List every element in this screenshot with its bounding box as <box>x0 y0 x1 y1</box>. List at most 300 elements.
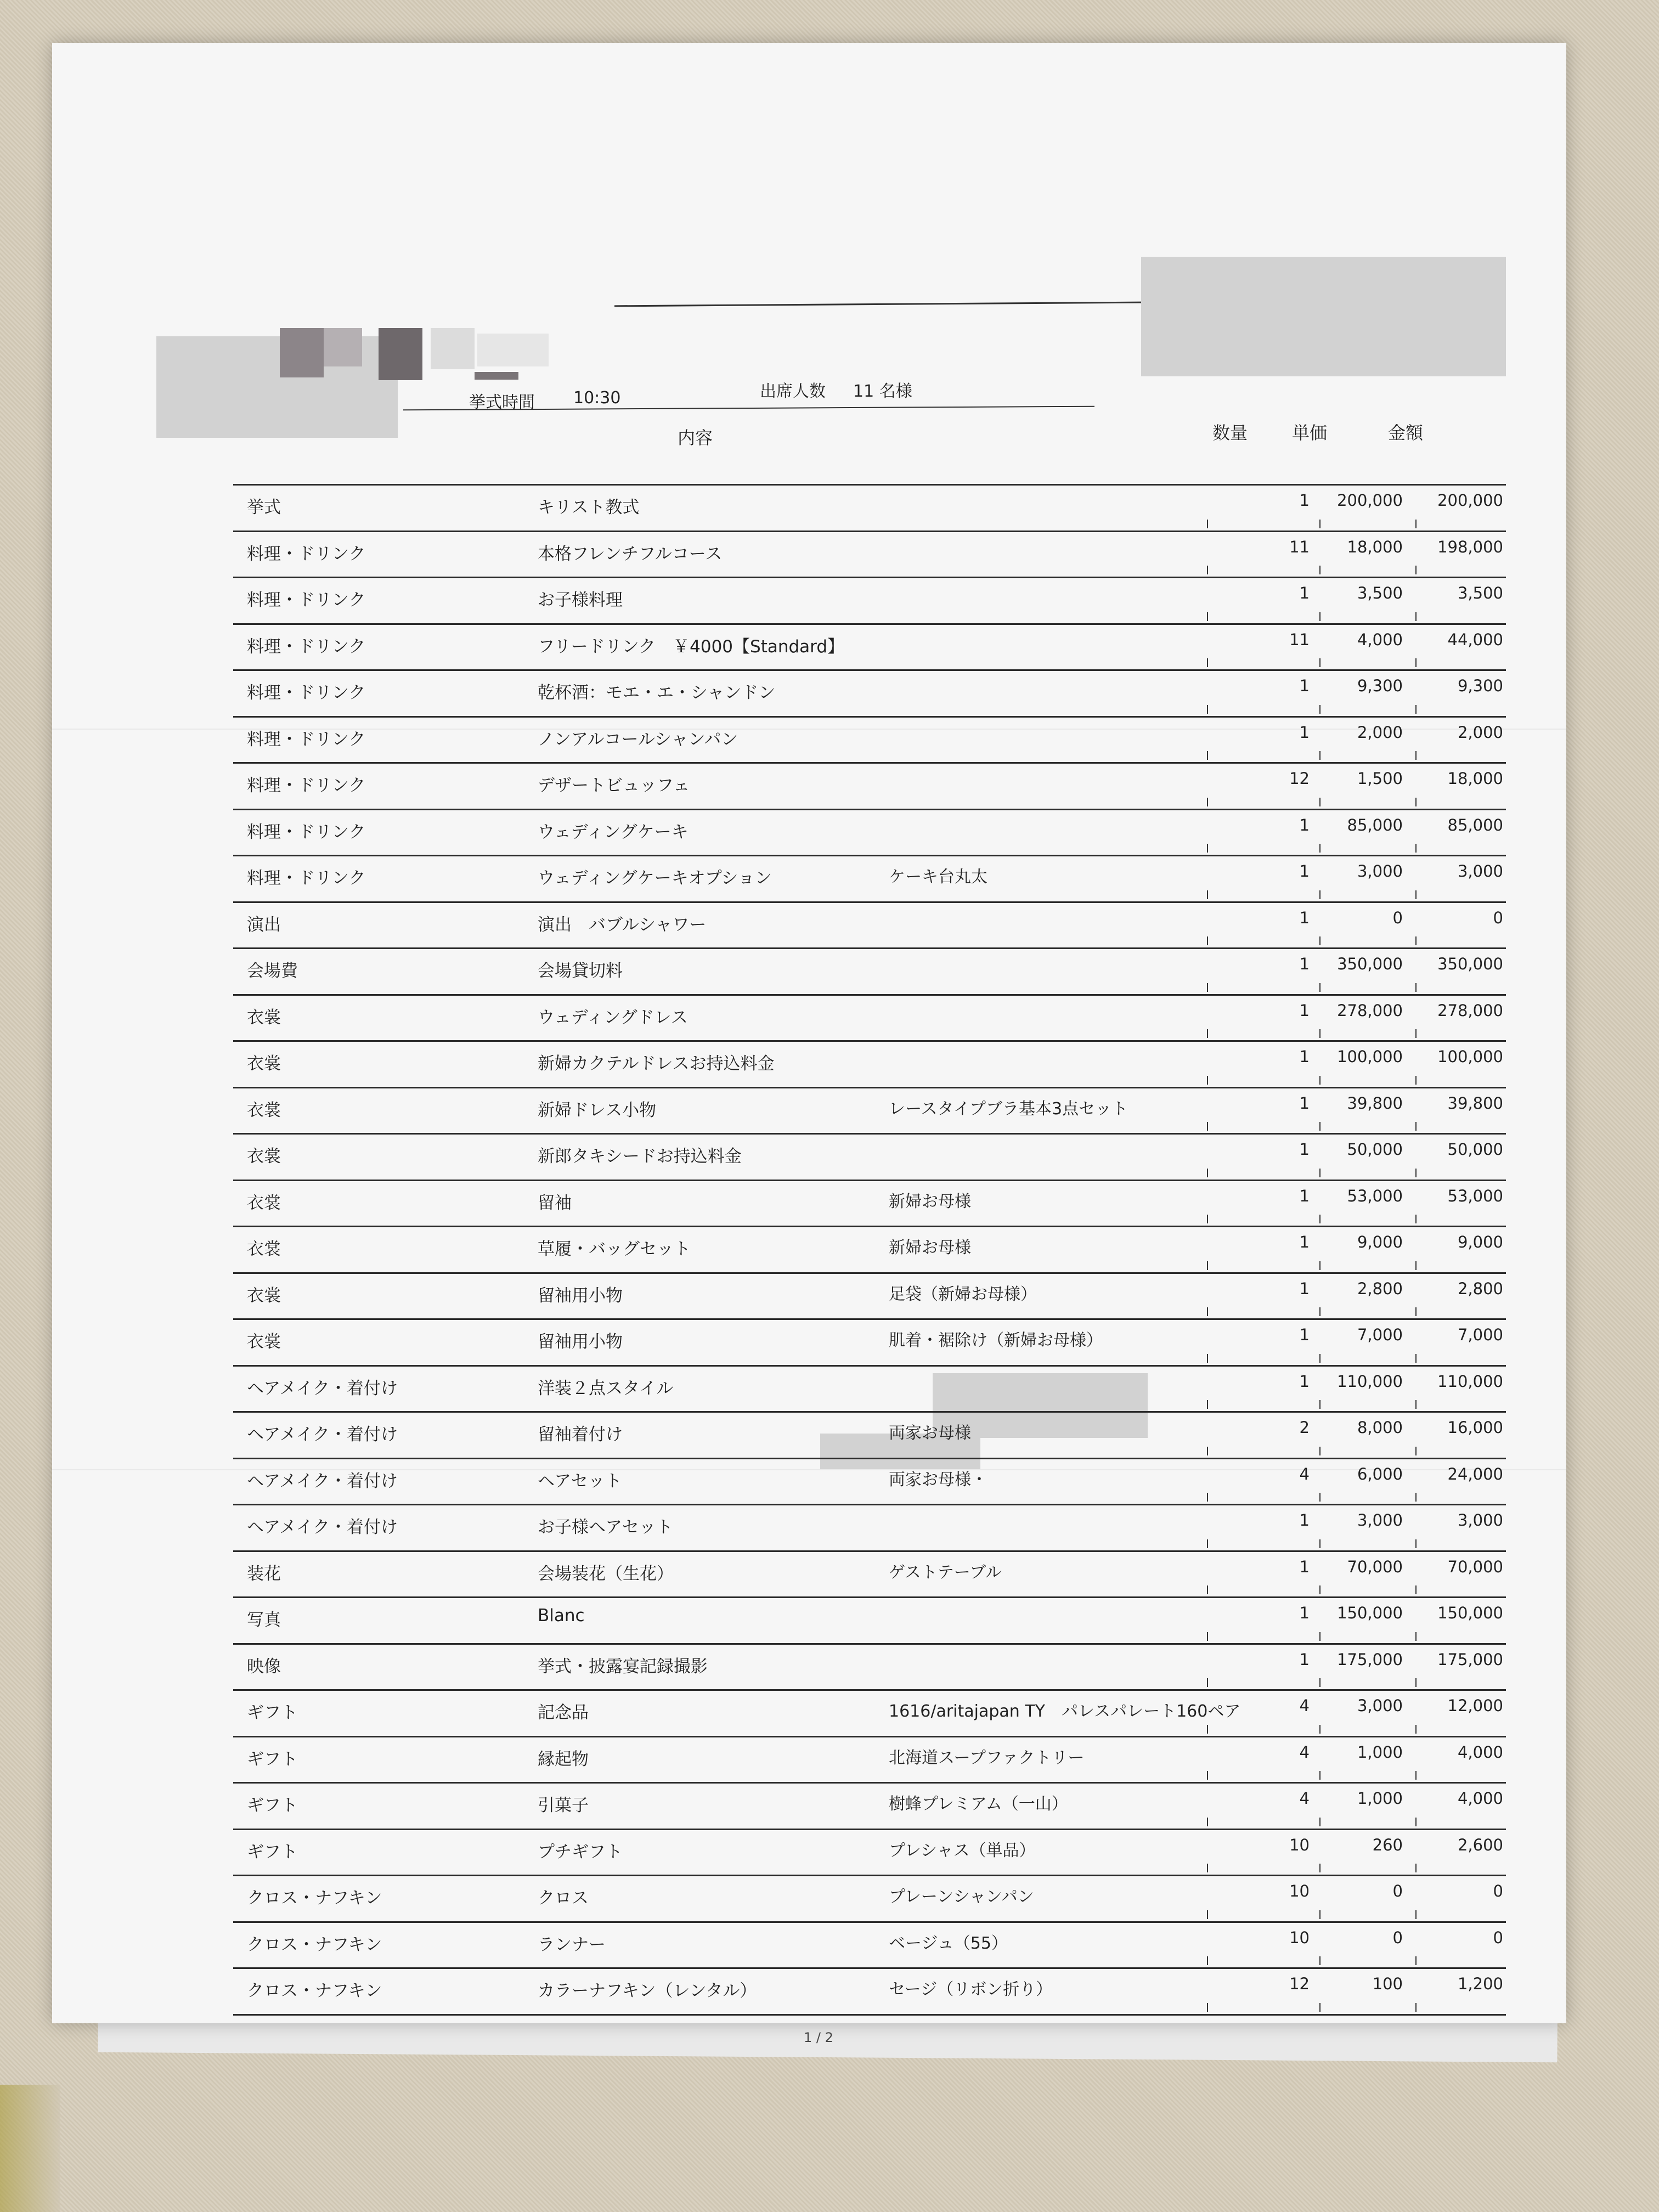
quantity-cell: 4 <box>1299 1789 1310 1808</box>
quantity-cell: 1 <box>1299 1557 1310 1576</box>
unit-price-cell: 2,800 <box>1357 1279 1403 1298</box>
quantity-cell: 12 <box>1289 1974 1310 1993</box>
category-cell: クロス・ナフキン <box>247 1934 382 1955</box>
column-tick <box>1319 936 1321 945</box>
column-tick <box>1207 1585 1208 1594</box>
category-cell: 挙式 <box>247 498 281 517</box>
column-tick <box>1415 1307 1417 1316</box>
quantity-cell: 1 <box>1299 676 1310 695</box>
note-cell: レースタイプブラ基本3点セット <box>889 1099 1128 1119</box>
quantity-cell: 1 <box>1299 1279 1310 1298</box>
category-cell: ヘアメイク・着付け <box>247 1517 398 1537</box>
column-tick <box>1319 1864 1321 1872</box>
column-tick <box>1207 1447 1208 1455</box>
background-stain <box>0 2085 60 2212</box>
column-tick <box>1415 844 1417 853</box>
column-tick <box>1207 1678 1208 1687</box>
category-cell: ギフト <box>247 1703 298 1723</box>
note-cell: プレーンシャンパン <box>889 1887 1034 1906</box>
column-tick <box>1319 1354 1321 1363</box>
column-tick <box>1415 1354 1417 1363</box>
column-tick <box>1415 983 1417 992</box>
category-cell: 料理・ドリンク <box>247 729 366 749</box>
attendees-value: 11 名様 <box>853 382 912 401</box>
unit-price-cell: 18,000 <box>1347 537 1403 556</box>
note-cell: 足袋（新婦お母様） <box>889 1284 1037 1304</box>
unit-price-cell: 9,000 <box>1357 1233 1403 1251</box>
item-cell: 留袖着付け <box>538 1425 623 1444</box>
column-tick <box>1207 520 1208 528</box>
table-bottom-rule <box>233 2014 1506 2016</box>
amount-cell: 70,000 <box>1447 1557 1503 1576</box>
amount-cell: 2,000 <box>1457 723 1503 742</box>
item-cell: 留袖用小物 <box>538 1332 623 1352</box>
column-tick <box>1319 1447 1321 1455</box>
amount-cell: 3,000 <box>1457 862 1503 881</box>
column-tick <box>1415 1910 1417 1919</box>
column-tick <box>1415 520 1417 528</box>
column-tick <box>1415 751 1417 760</box>
unit-price-cell: 350,000 <box>1337 955 1403 973</box>
amount-cell: 0 <box>1493 1928 1503 1947</box>
category-cell: 料理・ドリンク <box>247 822 366 842</box>
unit-price-cell: 1,000 <box>1357 1789 1403 1808</box>
unit-price-cell: 100 <box>1372 1974 1403 1993</box>
column-tick <box>1319 1215 1321 1223</box>
column-tick <box>1415 1725 1417 1734</box>
column-tick <box>1319 1539 1321 1548</box>
amount-cell: 200,000 <box>1437 491 1503 510</box>
quantity-cell: 1 <box>1299 584 1310 602</box>
item-cell: ウェディングドレス <box>538 1007 688 1028</box>
amount-cell: 2,600 <box>1457 1835 1503 1854</box>
quantity-cell: 1 <box>1299 1604 1310 1622</box>
table-row <box>233 1596 1506 1643</box>
amount-cell: 3,000 <box>1457 1511 1503 1530</box>
quantity-cell: 4 <box>1299 1464 1310 1483</box>
column-tick <box>1415 1029 1417 1038</box>
column-tick <box>1207 1956 1208 1965</box>
column-tick <box>1207 1029 1208 1038</box>
column-tick <box>1319 1910 1321 1919</box>
column-tick <box>1319 612 1321 621</box>
column-tick <box>1319 1261 1321 1270</box>
table-row <box>233 809 1506 855</box>
table-row <box>233 1318 1506 1365</box>
item-cell: 留袖 <box>538 1193 572 1213</box>
category-cell: ギフト <box>247 1842 298 1862</box>
amount-cell: 3,500 <box>1457 584 1503 602</box>
amount-cell: 4,000 <box>1457 1742 1503 1762</box>
item-cell: 新婦カクテルドレスお持込料金 <box>538 1054 775 1074</box>
column-tick <box>1207 798 1208 806</box>
note-cell: 新婦お母様 <box>889 1192 971 1211</box>
quantity-cell: 1 <box>1299 862 1310 881</box>
table-row <box>233 1504 1506 1550</box>
item-cell: 引菓子 <box>538 1796 589 1815</box>
unit-price-cell: 278,000 <box>1337 1001 1403 1020</box>
unit-price-cell: 1,000 <box>1357 1742 1403 1762</box>
table-row <box>233 1087 1506 1133</box>
column-tick <box>1319 983 1321 992</box>
quantity-cell: 1 <box>1299 815 1310 834</box>
column-tick <box>1415 566 1417 574</box>
category-cell: 映像 <box>247 1656 281 1677</box>
column-tick <box>1207 1725 1208 1734</box>
table-row <box>233 1458 1506 1504</box>
item-cell: 記念品 <box>538 1703 589 1723</box>
column-tick <box>1319 1725 1321 1734</box>
item-cell: プチギフト <box>538 1842 623 1862</box>
item-cell: Blanc <box>538 1606 585 1626</box>
item-cell: キリスト教式 <box>538 498 640 517</box>
table-row <box>233 1967 1506 2014</box>
quantity-cell: 1 <box>1299 955 1310 973</box>
amount-cell: 100,000 <box>1437 1047 1503 1066</box>
unit-price-cell: 0 <box>1392 1928 1403 1947</box>
column-tick <box>1319 1307 1321 1316</box>
column-tick <box>1207 1354 1208 1363</box>
column-tick <box>1415 798 1417 806</box>
column-tick <box>1207 1771 1208 1780</box>
column-tick <box>1207 705 1208 714</box>
item-cell: 留袖用小物 <box>538 1285 623 1306</box>
item-cell: ウェディングケーキ <box>538 822 689 842</box>
amount-cell: 39,800 <box>1447 1093 1503 1113</box>
redacted-block <box>280 328 324 377</box>
ceremony-time-label: 挙式時間 <box>469 393 535 412</box>
unit-price-cell: 200,000 <box>1337 491 1403 510</box>
attendees-label: 出席人数 <box>760 382 826 401</box>
redacted-block <box>475 372 518 380</box>
unit-price-cell: 9,300 <box>1357 676 1403 695</box>
amount-cell: 53,000 <box>1447 1186 1503 1205</box>
note-cell: セージ（リボン折り） <box>889 1980 1053 1999</box>
item-cell: クロス <box>538 1888 589 1908</box>
redacted-block <box>477 334 549 366</box>
category-cell: ヘアメイク・着付け <box>247 1471 398 1491</box>
page-number: 1 / 2 <box>804 2030 833 2045</box>
unit-price-cell: 1,500 <box>1357 769 1403 788</box>
item-cell: お子様料理 <box>538 590 623 610</box>
item-cell: お子様ヘアセット <box>538 1517 673 1537</box>
quantity-cell: 1 <box>1299 1650 1310 1669</box>
item-cell: 本格フレンチフルコース <box>538 544 723 564</box>
line-items-table <box>233 484 1506 2016</box>
note-cell: 新婦お母様 <box>889 1238 971 1257</box>
unit-price-cell: 3,000 <box>1357 1696 1403 1715</box>
amount-cell: 12,000 <box>1447 1696 1503 1715</box>
amount-cell: 50,000 <box>1447 1140 1503 1159</box>
redacted-block <box>431 328 475 369</box>
column-tick <box>1207 1215 1208 1223</box>
quantity-cell: 1 <box>1299 1001 1310 1020</box>
column-tick <box>1415 1447 1417 1455</box>
column-tick <box>1319 1029 1321 1038</box>
table-row <box>233 1782 1506 1829</box>
table-row <box>233 1875 1506 1921</box>
note-cell: 北海道スープファクトリー <box>889 1748 1085 1768</box>
column-tick <box>1207 2003 1208 2012</box>
table-row <box>233 1411 1506 1458</box>
redacted-block <box>324 328 362 366</box>
amount-cell: 9,000 <box>1457 1233 1503 1251</box>
table-row <box>233 1736 1506 1782</box>
table-row <box>233 1040 1506 1087</box>
column-tick <box>1415 1956 1417 1965</box>
quantity-cell: 1 <box>1299 1233 1310 1251</box>
unit-price-cell: 50,000 <box>1347 1140 1403 1159</box>
quantity-cell: 1 <box>1299 908 1310 927</box>
quantity-cell: 12 <box>1289 769 1310 788</box>
category-cell: ギフト <box>247 1796 298 1815</box>
redacted-block <box>379 328 422 380</box>
table-row <box>233 623 1506 670</box>
item-cell: 挙式・披露宴記録撮影 <box>538 1656 708 1677</box>
amount-cell: 85,000 <box>1447 815 1503 834</box>
item-cell: 新婦ドレス小物 <box>538 1100 657 1120</box>
column-tick <box>1207 1539 1208 1548</box>
column-tick <box>1319 1076 1321 1085</box>
item-cell: ノンアルコールシャンパン <box>538 729 738 749</box>
unit-price-cell: 260 <box>1372 1835 1403 1854</box>
column-tick <box>1415 1261 1417 1270</box>
column-tick <box>1207 1261 1208 1270</box>
item-cell: 会場装花（生花） <box>538 1564 674 1584</box>
unit-price-cell: 0 <box>1392 908 1403 927</box>
column-tick <box>1415 1771 1417 1780</box>
quantity-cell: 10 <box>1289 1928 1310 1947</box>
category-cell: 料理・ドリンク <box>247 868 366 888</box>
note-cell: プレシャス（単品） <box>889 1841 1036 1860</box>
column-tick <box>1319 520 1321 528</box>
column-tick <box>1207 1400 1208 1409</box>
table-row <box>233 669 1506 716</box>
table-row <box>233 855 1506 901</box>
category-cell: 衣裳 <box>247 1239 281 1259</box>
quantity-cell: 11 <box>1289 630 1310 649</box>
unit-price-cell: 4,000 <box>1357 630 1403 649</box>
unit-price-cell: 150,000 <box>1337 1604 1403 1622</box>
item-cell: 洋装２点スタイル <box>538 1378 674 1398</box>
category-cell: 写真 <box>247 1610 281 1630</box>
column-tick <box>1207 1122 1208 1131</box>
column-tick <box>1415 1678 1417 1687</box>
invoice-sheet <box>52 43 1566 2045</box>
quantity-cell: 1 <box>1299 491 1310 510</box>
category-cell: 衣裳 <box>247 1054 281 1074</box>
item-cell: ヘアセット <box>538 1471 622 1491</box>
column-tick <box>1415 1493 1417 1502</box>
unit-price-cell: 6,000 <box>1357 1464 1403 1483</box>
quantity-cell: 11 <box>1289 537 1310 556</box>
note-cell: 肌着・裾除け（新婦お母様） <box>889 1331 1103 1350</box>
table-row <box>233 1365 1506 1412</box>
table-row <box>233 1921 1506 1968</box>
category-cell: クロス・ナフキン <box>247 1981 382 2001</box>
quantity-cell: 4 <box>1299 1742 1310 1762</box>
quantity-cell: 1 <box>1299 1325 1310 1344</box>
column-tick <box>1207 1169 1208 1177</box>
column-tick <box>1415 1818 1417 1826</box>
column-tick <box>1207 1864 1208 1872</box>
note-cell: ベージュ（55） <box>889 1933 1008 1953</box>
table-row <box>233 1180 1506 1226</box>
column-tick <box>1319 798 1321 806</box>
column-tick <box>1415 1122 1417 1131</box>
column-tick <box>1207 1818 1208 1826</box>
table-row <box>233 1226 1506 1272</box>
ceremony-time-value: 10:30 <box>573 388 621 408</box>
item-cell: 演出 バブルシャワー <box>538 915 707 935</box>
column-header-content: 内容 <box>678 427 713 448</box>
table-row <box>233 1643 1506 1690</box>
column-tick <box>1207 1493 1208 1502</box>
quantity-cell: 2 <box>1299 1418 1310 1437</box>
column-tick <box>1207 936 1208 945</box>
column-tick <box>1415 1169 1417 1177</box>
quantity-cell: 1 <box>1299 1093 1310 1113</box>
amount-cell: 24,000 <box>1447 1464 1503 1483</box>
unit-price-cell: 85,000 <box>1347 815 1403 834</box>
item-cell: 草履・バッグセット <box>538 1239 691 1259</box>
column-tick <box>1207 1307 1208 1316</box>
column-tick <box>1207 1910 1208 1919</box>
unit-price-cell: 53,000 <box>1347 1186 1403 1205</box>
amount-cell: 350,000 <box>1437 955 1503 973</box>
note-cell: 両家お母様・ <box>889 1470 988 1489</box>
column-tick <box>1319 1169 1321 1177</box>
category-cell: 演出 <box>247 915 281 935</box>
column-tick <box>1415 1585 1417 1594</box>
column-tick <box>1319 1585 1321 1594</box>
redacted-block <box>1141 257 1506 376</box>
category-cell: 衣裳 <box>247 1147 281 1166</box>
item-cell: 会場貸切料 <box>538 961 623 981</box>
column-tick <box>1319 1678 1321 1687</box>
column-tick <box>1207 890 1208 899</box>
note-cell: 両家お母様 <box>889 1424 971 1443</box>
category-cell: 衣裳 <box>247 1285 281 1306</box>
amount-cell: 7,000 <box>1457 1325 1503 1344</box>
column-tick <box>1319 705 1321 714</box>
column-tick <box>1319 890 1321 899</box>
table-row <box>233 901 1506 948</box>
unit-price-cell: 110,000 <box>1337 1372 1403 1391</box>
column-tick <box>1207 1076 1208 1085</box>
unit-price-cell: 0 <box>1392 1882 1403 1900</box>
table-row <box>233 994 1506 1041</box>
column-tick <box>1319 1493 1321 1502</box>
table-row <box>233 484 1506 531</box>
item-cell: カラーナフキン（レンタル） <box>538 1981 757 2001</box>
column-tick <box>1319 658 1321 667</box>
column-tick <box>1319 1771 1321 1780</box>
unit-price-cell: 3,500 <box>1357 584 1403 602</box>
note-cell: 樹蜂プレミアム（一山） <box>889 1795 1068 1814</box>
column-tick <box>1319 1400 1321 1409</box>
unit-price-cell: 2,000 <box>1357 723 1403 742</box>
column-tick <box>1319 751 1321 760</box>
table-row <box>233 577 1506 623</box>
table-row <box>233 947 1506 994</box>
amount-cell: 0 <box>1493 1882 1503 1900</box>
quantity-cell: 1 <box>1299 1186 1310 1205</box>
amount-cell: 9,300 <box>1457 676 1503 695</box>
amount-cell: 4,000 <box>1457 1789 1503 1808</box>
note-cell: 1616/aritajapan TY パレスパレート160ペア <box>889 1702 1241 1721</box>
unit-price-cell: 8,000 <box>1357 1418 1403 1437</box>
category-cell: クロス・ナフキン <box>247 1888 382 1908</box>
category-cell: 料理・ドリンク <box>247 544 366 564</box>
table-row <box>233 1829 1506 1875</box>
column-tick <box>1319 1818 1321 1826</box>
unit-price-cell: 175,000 <box>1337 1650 1403 1669</box>
column-tick <box>1207 566 1208 574</box>
column-tick <box>1207 983 1208 992</box>
category-cell: 会場費 <box>247 961 298 981</box>
item-cell: フリードリンク ￥4000【Standard】 <box>538 636 845 657</box>
category-cell: 料理・ドリンク <box>247 683 366 703</box>
column-tick <box>1415 890 1417 899</box>
column-tick <box>1415 658 1417 667</box>
amount-cell: 110,000 <box>1437 1372 1503 1391</box>
note-cell: ケーキ台丸太 <box>889 867 988 887</box>
unit-price-cell: 3,000 <box>1357 862 1403 881</box>
unit-price-cell: 3,000 <box>1357 1511 1403 1530</box>
quantity-cell: 1 <box>1299 1511 1310 1530</box>
note-cell: ゲストテーブル <box>889 1562 1002 1582</box>
column-tick <box>1207 1632 1208 1641</box>
column-tick <box>1207 612 1208 621</box>
column-tick <box>1319 2003 1321 2012</box>
column-tick <box>1415 612 1417 621</box>
amount-cell: 150,000 <box>1437 1604 1503 1622</box>
header-rule <box>614 302 1141 307</box>
amount-cell: 18,000 <box>1447 769 1503 788</box>
unit-price-cell: 39,800 <box>1347 1093 1403 1113</box>
table-row <box>233 531 1506 577</box>
item-cell: ランナー <box>538 1934 606 1955</box>
unit-price-cell: 7,000 <box>1357 1325 1403 1344</box>
table-row <box>233 762 1506 809</box>
column-tick <box>1207 751 1208 760</box>
category-cell: ギフト <box>247 1749 298 1769</box>
table-row <box>233 1689 1506 1736</box>
item-cell: ウェディングケーキオプション <box>538 868 772 888</box>
amount-cell: 1,200 <box>1457 1974 1503 1993</box>
amount-cell: 198,000 <box>1437 537 1503 556</box>
item-cell: 新郎タキシードお持込料金 <box>538 1147 742 1166</box>
column-header-unit-price: 単価 <box>1292 422 1328 443</box>
table-row <box>233 1550 1506 1597</box>
amount-cell: 2,800 <box>1457 1279 1503 1298</box>
quantity-cell: 1 <box>1299 1047 1310 1066</box>
column-tick <box>1319 566 1321 574</box>
column-tick <box>1415 936 1417 945</box>
column-tick <box>1207 844 1208 853</box>
table-row <box>233 1133 1506 1180</box>
unit-price-cell: 100,000 <box>1337 1047 1403 1066</box>
column-tick <box>1415 1539 1417 1548</box>
category-cell: 料理・ドリンク <box>247 776 366 795</box>
category-cell: 衣裳 <box>247 1100 281 1120</box>
column-tick <box>1415 1864 1417 1872</box>
column-tick <box>1415 1632 1417 1641</box>
column-tick <box>1319 1632 1321 1641</box>
table-row <box>233 716 1506 763</box>
category-cell: 料理・ドリンク <box>247 636 366 657</box>
